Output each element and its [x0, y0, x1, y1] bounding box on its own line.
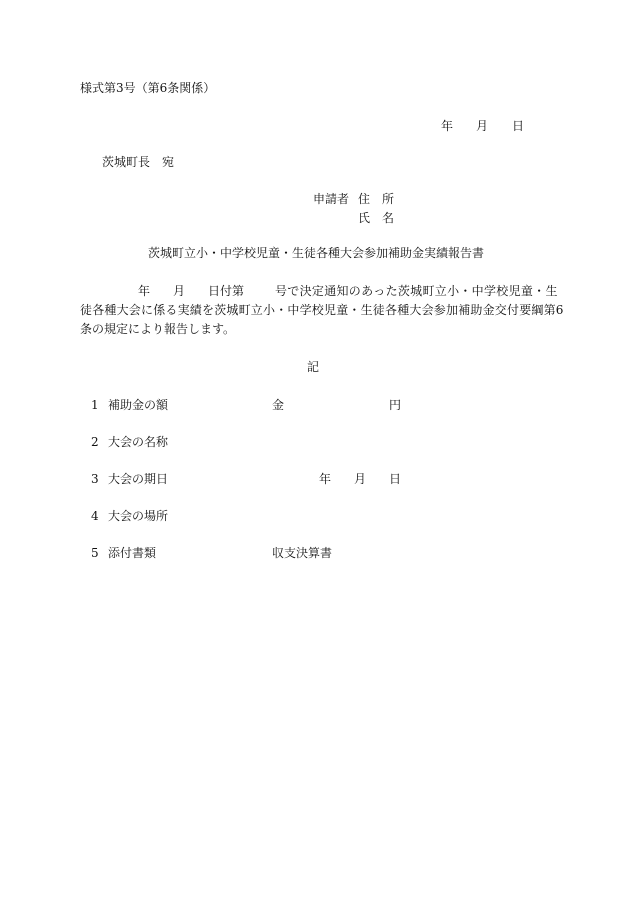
body-year: 年 [138, 284, 151, 298]
form-number: 様式第3号（第6条関係） [80, 81, 216, 95]
applicant-label: 申請者 [313, 192, 350, 206]
item-number: 3 [91, 472, 99, 486]
date-year: 年 [441, 119, 454, 133]
name-label: 氏 名 [358, 211, 395, 225]
amount-prefix: 金 [272, 398, 285, 412]
item-label: 補助金の額 [108, 398, 169, 412]
event-day: 日 [389, 472, 402, 486]
body-month: 月 [173, 284, 186, 298]
address-label: 住 所 [358, 192, 395, 206]
amount-unit: 円 [389, 398, 402, 412]
event-year: 年 [319, 472, 332, 486]
item-number: 1 [91, 398, 99, 412]
item-number: 4 [91, 509, 99, 523]
attachment-value: 収支決算書 [272, 546, 333, 560]
addressee: 茨城町長 宛 [102, 155, 175, 169]
body-day: 日付第 [208, 284, 245, 298]
item-number: 5 [91, 546, 99, 560]
item-label: 大会の名称 [108, 435, 169, 449]
item-label: 大会の期日 [108, 472, 169, 486]
body-line1: 号で決定通知のあった茨城町立小・中学校児童・生 [275, 284, 558, 298]
document-title: 茨城町立小・中学校児童・生徒各種大会参加補助金実績報告書 [148, 246, 485, 260]
item-label: 大会の場所 [108, 509, 169, 523]
item-number: 2 [91, 435, 99, 449]
date-day: 日 [512, 119, 525, 133]
body-line2: 徒各種大会に係る実績を茨城町立小・中学校児童・生徒各種大会参加補助金交付要綱第6 [80, 303, 564, 317]
item-label: 添付書類 [108, 546, 157, 560]
event-month: 月 [354, 472, 367, 486]
body-line3: 条の規定により報告します。 [80, 322, 236, 336]
ki-heading: 記 [307, 360, 320, 374]
date-month: 月 [476, 119, 489, 133]
